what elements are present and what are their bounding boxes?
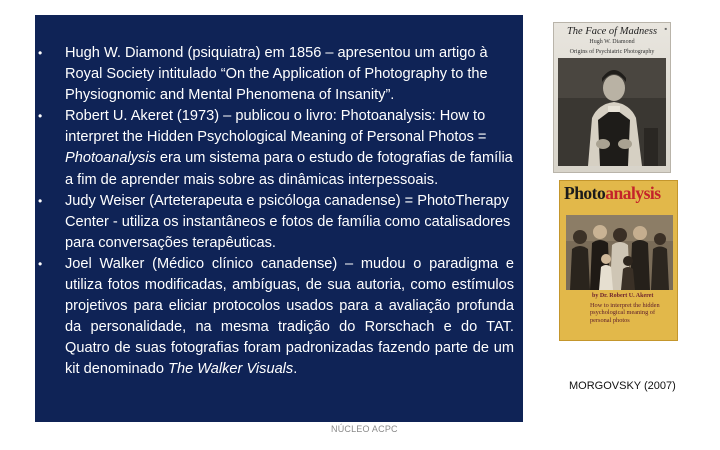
bullet-dot: • [38,193,43,208]
book-cover-face-of-madness [554,23,670,172]
book2-title [564,183,661,204]
bullet-italic-term: The Walker Visuals [168,361,294,378]
book-cover-photoanalysis [560,181,677,340]
bullet-text: Hugh W. Diamond (psiquiatra) em 1856 – apresentou um artigo à Royal Society intitulado “On the Application of Photography to the Physiognomic and Mental Phenomena of Insanity”. [65,45,488,104]
bullet-item-diamond [38,43,514,106]
book2-author: by Dr. Robert U. Akeret [592,293,654,299]
book1-subtitle: Origins of Psychiatric Photography [569,49,655,55]
slide-footer: NÚCLEO ACPC [331,424,398,434]
book1-author: Hugh W. Diamond [589,39,635,45]
image-caption: MORGOVSKY (2007) [569,380,676,392]
book2-title-part1: Photo [564,183,606,203]
book2-title-part2: analysis [605,183,661,203]
book2-subtitle: How to interpret the hidden psychological meaning of personal photos [590,302,660,324]
bullet-item-weiser [38,191,514,254]
bullet-list [38,43,514,381]
bullet-item-walker [38,254,514,381]
bullet-item-akeret [38,106,514,190]
bullet-dot: • [38,109,43,124]
portrait-illustration [558,58,666,166]
book1-title: The Face of Madness [566,26,658,37]
bullet-dot: • [38,256,43,271]
cover-corner-mark: ■ [664,26,667,31]
bullet-dot: • [38,46,43,60]
bullet-text-continued: era um sistema para o estudo de fotografias de família a fim de aprender mais sobre as dinâmicas interpessoais. [65,150,513,188]
family-photo-illustration [566,215,673,290]
book1-portrait-photo [558,58,666,166]
content-panel [35,15,523,422]
bullet-text: Joel Walker (Médico clínico canadense) – mudou o paradigma e utiliza fotos modificadas, ambíguas, de sua autoria, como estímulos projetivos para eliciar protocolos usados para a avaliação profunda da personalidade, na mesma tradição do Rorschach e do TAT. Quatro de suas fotografias foram padronizadas fazendo parte de um kit denominado [65,255,514,378]
bullet-italic-term: Photoanalysis [65,150,156,167]
bullet-text-continued: . [293,361,298,378]
bullet-text: Robert U. Akeret (1973) – publicou o livro: Photoanalysis: How to interpret the Hidden Psychological Meaning of Personal Photos = [65,108,487,146]
bullet-text: Judy Weiser (Arteterapeuta e psicóloga canadense) = PhotoTherapy Center - utiliza os instantâneos e fotos de família como catalisadores para conversações terapêuticas. [65,192,511,251]
book2-family-photo [566,215,673,290]
